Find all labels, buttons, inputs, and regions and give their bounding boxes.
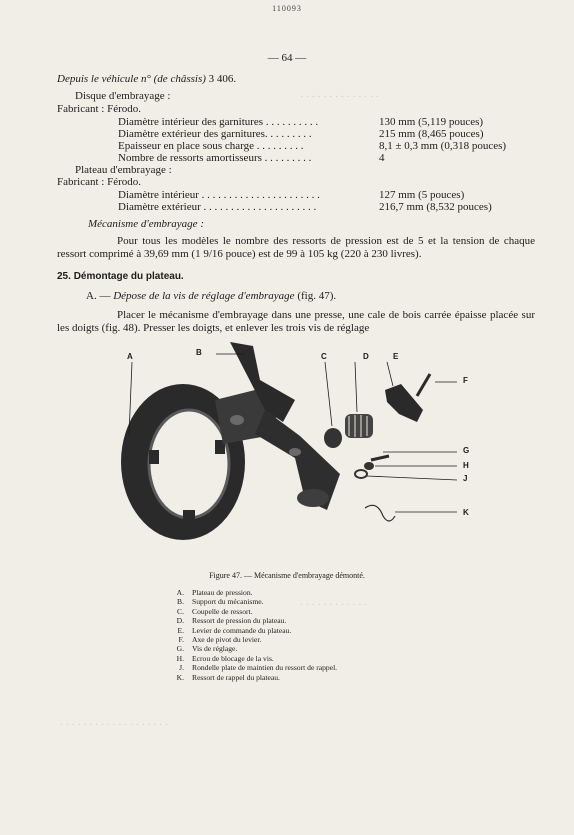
legend-item: E. Levier de commande du plateau. [177, 625, 292, 635]
spec-label: Diamètre extérieur . . . . . . . . . . . . . . . . . . . . . [118, 201, 317, 213]
callout-label: D [363, 352, 369, 361]
step-a-heading [86, 290, 336, 303]
spec-label: Diamètre intérieur . . . . . . . . . . . . . . . . . . . . . . [118, 189, 320, 201]
callout-label: G [463, 446, 470, 455]
spec-value: 215 mm (8,465 pouces) [379, 128, 484, 140]
adjusting-screw-drawing [371, 456, 389, 460]
callout-label: E [393, 352, 399, 361]
page-header-ref: 110093 [272, 4, 302, 13]
disc-maker: Fabricant : Férodo. [57, 103, 142, 115]
step-a-paragraph: Placer le mécanisme d'embrayage dans une presse, une cale de bois carrée épaisse placée sur les doigts (fig. 48). Presser les doigts, et enlever les trois vis de réglage [57, 309, 535, 334]
legend-item: A. Plateau de pression. [176, 588, 253, 597]
figure-caption: Figure 47. — Mécanisme d'embrayage démonté. [209, 571, 365, 580]
legend-item: J. Rondelle plate de maintien du ressort de rappel. [179, 663, 338, 673]
legend-item: H. Ecrou de blocage de la vis. [176, 653, 274, 663]
bleed-through-text: · · · · · · · · · · · · · · [300, 92, 380, 103]
clutch-exploded-figure [55, 340, 525, 540]
intro-line [57, 73, 236, 86]
legend-item: G. Vis de réglage. [176, 644, 238, 654]
spec-value: 8,1 ± 0,3 mm (0,318 pouces) [379, 140, 507, 152]
lock-nut-drawing [364, 462, 374, 470]
spec-row [118, 201, 492, 214]
step-a-ref: (fig. 47). [297, 290, 337, 302]
spring-cup-drawing [324, 428, 342, 448]
step-a-title: Dépose de la vis de réglage d'embrayage [113, 290, 295, 302]
intro-prefix: Depuis le véhicule n° (de châssis) [57, 73, 206, 85]
spec-value: 130 mm (5,119 pouces) [379, 116, 484, 128]
mechanism-heading: Mécanisme d'embrayage : [88, 218, 204, 230]
callout-label: F [463, 376, 468, 385]
lever-drawing [385, 384, 423, 422]
page-number: — 64 — [267, 52, 307, 64]
chassis-number: 3 406. [208, 73, 237, 85]
legend-item: D. Ressort de pression du plateau. [176, 616, 287, 626]
callout-label: K [463, 508, 469, 517]
bleed-through-text: · · · · · · · · · · · · · · · · · · · [60, 720, 169, 731]
callout-label: A [127, 352, 133, 361]
disc-heading: Disque d'embrayage : [75, 90, 171, 102]
spec-label: Diamètre extérieur des garnitures. . . . . . . . . [118, 128, 312, 140]
spec-value: 216,7 mm (8,532 pouces) [379, 201, 492, 213]
spec-value: 127 mm (5 pouces) [379, 189, 465, 201]
legend-item: K. Ressort de rappel du plateau. [176, 672, 280, 682]
section-heading [57, 271, 184, 282]
figure-legend [170, 588, 470, 682]
spec-label: Nombre de ressorts amortisseurs . . . . . . . . . [118, 152, 312, 164]
legend-item: C. Coupelle de ressort. [177, 606, 253, 616]
legend-item: F. Axe de pivot du levier. [178, 634, 262, 644]
return-spring-drawing [365, 505, 395, 521]
step-a-prefix: A. — [86, 290, 111, 302]
plate-maker: Fabricant : Férodo. [57, 176, 142, 188]
section-number: 25. [57, 271, 71, 282]
pivot-pin-drawing [417, 374, 430, 396]
mechanism-paragraph: Pour tous les modèles le nombre des ressorts de pression est de 5 et la tension de chaque ressort comprimé à 39,69 mm (1 9/16 pouce) est de 99 à 105 kg (220 à 230 livres). [57, 235, 535, 260]
spec-label: Diamètre intérieur des garnitures . . . . . . . . . . [118, 116, 319, 128]
spec-value: 4 [379, 152, 385, 164]
legend-item: B. Support du mécanisme. [177, 597, 264, 607]
pressure-spring-drawing [345, 414, 373, 438]
plate-heading: Plateau d'embrayage : [75, 164, 172, 176]
callout-label: B [196, 348, 202, 357]
callout-label: C [321, 352, 327, 361]
section-title: Démontage du plateau. [73, 271, 184, 282]
callout-label: H [463, 461, 469, 470]
callout-label: J [463, 474, 468, 483]
bleed-through-text: · · · · · · · · · · · · [300, 600, 368, 611]
washer-drawing [355, 470, 367, 478]
spec-label: Epaisseur en place sous charge . . . . . . . . . [118, 140, 304, 152]
